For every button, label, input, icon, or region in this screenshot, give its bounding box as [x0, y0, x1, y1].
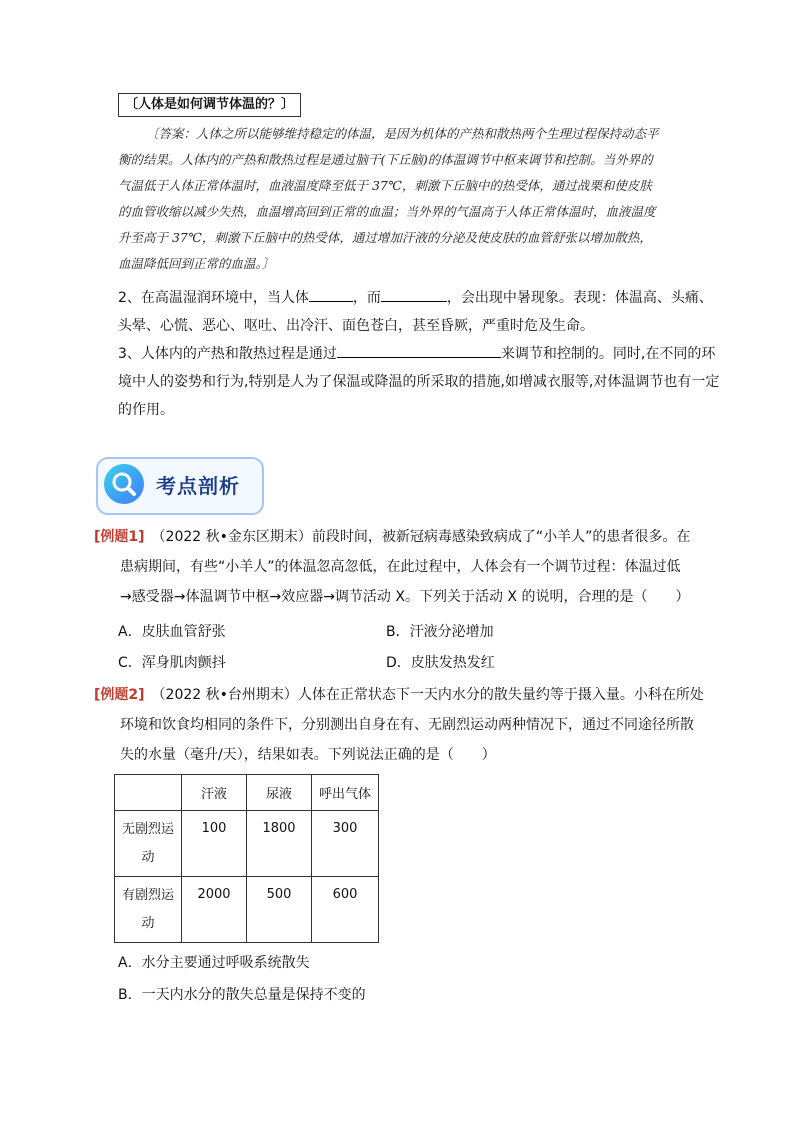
item-3-line-3: 的作用。	[118, 402, 174, 418]
table-header-row	[115, 775, 379, 811]
table-cell: 300	[312, 811, 379, 877]
table-cell: 500	[247, 877, 312, 943]
table-row-label	[115, 877, 182, 943]
item-3-line-1	[118, 340, 716, 368]
item-2-text: ，会出现中暑现象。表现：体温高、头痛、	[446, 290, 713, 306]
fill-item-3	[118, 340, 720, 424]
answer-line: 衡的结果。人体内的产热和散热过程是通过脑干(下丘脑)的体温调节中枢来调节和控制。当外界的	[118, 152, 653, 167]
blank-field[interactable]	[381, 285, 447, 302]
item-3-text: 3、人体内的产热和散热过程是通过	[118, 346, 337, 362]
question-title: 〔人体是如何调节体温的？〕	[118, 93, 301, 117]
table-label-text: 动	[141, 849, 155, 865]
fill-item-2	[118, 284, 713, 340]
table-cell: 600	[312, 877, 379, 943]
table-cell: 2000	[182, 877, 247, 943]
option-a[interactable]: A．水分主要通过呼吸系统散失	[118, 955, 310, 971]
example-1-line-1	[94, 522, 714, 552]
table-row	[115, 877, 379, 943]
option-c[interactable]: C．浑身肌肉颤抖	[118, 655, 226, 671]
table-row	[115, 811, 379, 877]
search-icon	[104, 464, 144, 504]
option-a[interactable]: A．皮肤血管舒张	[118, 624, 226, 640]
example-2	[94, 680, 714, 770]
item-2-line-1	[118, 284, 713, 312]
example-2-text: （2022 秋•台州期末）人体在正常状态下一天内水分的散失量约等于摄入量。小科在所处	[158, 687, 704, 703]
answer-line: 的血管收缩以减少失热，血温增高回到正常的血温；当外界的气温高于人体正常体温时，血液温度	[118, 204, 656, 219]
answer-block	[118, 121, 688, 277]
section-badge-label: 考点剖析	[156, 474, 240, 498]
example-2-tag: [例题2]	[94, 687, 145, 703]
table-cell: 1800	[247, 811, 312, 877]
table-header-cell: 尿液	[247, 775, 312, 811]
blank-field[interactable]	[337, 341, 501, 358]
table-header-cell: 呼出气体	[312, 775, 379, 811]
table-label-text: 动	[141, 915, 155, 931]
example-2-line-3: 失的水量（毫升/天），结果如表。下列说法正确的是（ ）	[120, 747, 496, 763]
table-row-label	[115, 811, 182, 877]
example-1-tag: [例题1]	[94, 529, 145, 545]
water-loss-table	[114, 774, 379, 943]
example-1	[94, 522, 714, 612]
example-2-line-1	[94, 680, 714, 710]
item-3-line-2: 境中人的姿势和行为,特别是人为了保温或降温的所采取的措施,如增减衣服等,对体温调节也有一定	[118, 374, 720, 390]
item-2-text: ，而	[352, 290, 381, 306]
table-label-text: 有剧烈运	[121, 887, 174, 903]
table-cell: 100	[182, 811, 247, 877]
blank-field[interactable]	[309, 285, 353, 302]
option-b[interactable]: B．一天内水分的散失总量是保持不变的	[118, 987, 366, 1003]
answer-line: 升至高于 37℃，刺激下丘脑中的热受体，通过增加汗液的分泌及使皮肤的血管舒张以增加散热，	[118, 230, 652, 245]
answer-line: 血温降低回到正常的血温。〕	[118, 256, 275, 271]
table-header-cell: 汗液	[182, 775, 247, 811]
answer-line: 气温低于人体正常体温时，血液温度降至低于 37℃，刺激下丘脑中的热受体，通过战栗和使皮肤	[118, 178, 652, 193]
item-2-line-2: 头晕、心慌、恶心、呕吐、出冷汗、面色苍白，甚至昏厥，严重时危及生命。	[118, 318, 594, 334]
example-1-text: （2022 秋•金东区期末）前段时间，被新冠病毒感染致病成了“小羊人”的患者很多。在	[158, 529, 691, 545]
item-2-text: 2、在高温湿润环境中，当人体	[118, 290, 309, 306]
example-1-line-2: 患病期间，有些“小羊人”的体温忽高忽低，在此过程中，人体会有一个调节过程：体温过低	[120, 559, 681, 575]
table-header-cell	[115, 775, 182, 811]
option-b[interactable]: B．汗液分泌增加	[386, 624, 494, 640]
example-1-line-3: →感受器→体温调节中枢→效应器→调节活动 X。下列关于活动 X 的说明，合理的是（ ）	[120, 589, 690, 605]
table-label-text: 无剧烈运	[121, 821, 174, 837]
example-2-line-2: 环境和饮食均相同的条件下，分别测出自身在有、无剧烈运动两种情况下，通过不同途径所散	[120, 717, 694, 733]
option-d[interactable]: D．皮肤发热发红	[386, 655, 495, 671]
item-3-text: 来调节和控制的。同时,在不同的环	[500, 346, 716, 362]
answer-line: 〔答案：人体之所以能够维持稳定的体温，是因为机体的产热和散热两个生理过程保持动态平	[146, 126, 659, 141]
